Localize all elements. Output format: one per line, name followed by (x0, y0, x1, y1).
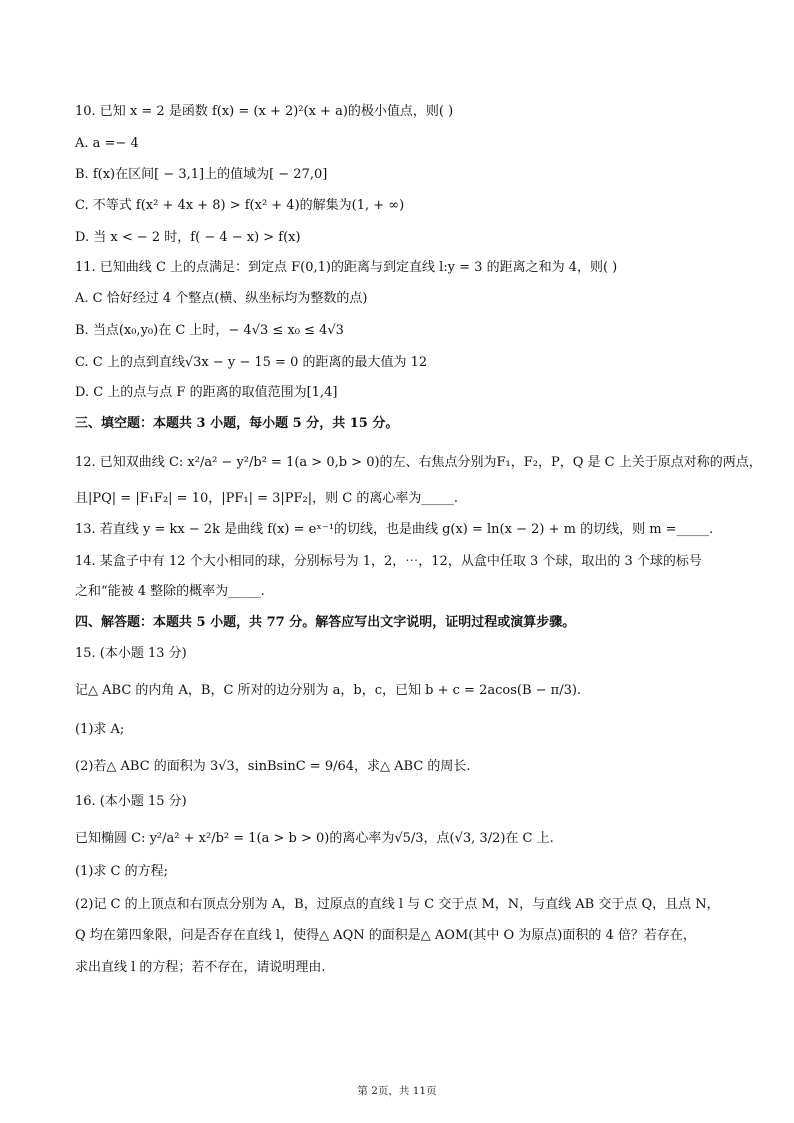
page-footer: 第 2页，共 11页 (357, 1085, 437, 1097)
q15-stem: 记△ ABC 的内角 A，B，C 所对的边分别为 a，b，c，已知 b + c = 2acos(B − π/3). (75, 683, 582, 698)
q16-part2-line2: Q 均在第四象限，问是否存在直线 l，使得△ AQN 的面积是△ AOM(其中 O 为原点)面积的 4 倍？若存在， (75, 928, 696, 943)
q12-line2: 且|PQ| = |F₁F₂| = 10，|PF₁| = 3|PF₂|，则 C 的离心率为_____. (75, 491, 458, 506)
q16-part2-line3: 求出直线 l 的方程；若不存在，请说明理由. (75, 960, 326, 975)
q15-header: 15. (本小题 13 分) (75, 646, 187, 661)
q16-header: 16. (本小题 15 分) (75, 794, 187, 809)
q13: 13. 若直线 y = kx − 2k 是曲线 f(x) = eˣ⁻¹的切线，也是曲线 g(x) = ln(x − 2) + m 的切线，则 m =_____. (75, 522, 714, 537)
q11-option-b: B. 当点(x₀,y₀)在 C 上时，− 4√3 ≤ x₀ ≤ 4√3 (75, 323, 344, 338)
q10-option-c: C. 不等式 f(x² + 4x + 8) > f(x² + 4)的解集为(1, + ∞) (75, 198, 405, 213)
q16-part2-line1: (2)记 C 的上顶点和右顶点分别为 A，B，过原点的直线 l 与 C 交于点 M，N，与直线 AB 交于点 Q，且点 N， (75, 897, 720, 912)
q14-line1: 14. 某盒子中有 12 个大小相同的球，分别标号为 1，2，⋯，12，从盒中任取 3 个球，取出的 3 个球的标号 (75, 554, 702, 569)
q10-option-d: D. 当 x < − 2 时，f( − 4 − x) > f(x) (75, 230, 301, 245)
q10-option-b: B. f(x)在区间[ − 3,1]上的值域为[ − 27,0] (75, 167, 328, 182)
q10-option-a: A. a =− 4 (75, 136, 139, 151)
q16-stem: 已知椭圆 C: y²/a² + x²/b² = 1(a > b > 0)的离心率为√5/3，点(√3, 3/2)在 C 上. (75, 831, 554, 846)
q16-part1: (1)求 C 的方程; (75, 864, 169, 879)
q11-stem: 11. 已知曲线 C 上的点满足：到定点 F(0,1)的距离与到定直线 l:y = 3 的距离之和为 4，则( ) (75, 260, 618, 275)
section-3-title: 三、填空题：本题共 3 小题，每小题 5 分，共 15 分。 (75, 416, 399, 431)
q12-line1: 12. 已知双曲线 C: x²/a² − y²/b² = 1(a > 0,b > 0)的左、右焦点分别为F₁，F₂，P，Q 是 C 上关于原点对称的两点， (75, 455, 762, 470)
q15-part2: (2)若△ ABC 的面积为 3√3，sinBsinC = 9/64，求△ ABC 的周长. (75, 759, 471, 774)
q14-line2: 之和“能被 4 整除的概率为_____. (75, 584, 265, 599)
q11-option-a: A. C 恰好经过 4 个整点(横、纵坐标均为整数的点) (75, 291, 368, 306)
q11-option-c: C. C 上的点到直线√3x − y − 15 = 0 的距离的最大值为 12 (75, 355, 428, 370)
q11-option-d: D. C 上的点与点 F 的距离的取值范围为[1,4] (75, 385, 338, 400)
section-4-title: 四、解答题：本题共 5 小题，共 77 分。解答应写出文字说明，证明过程或演算步骤。 (75, 615, 576, 630)
q10-stem: 10. 已知 x = 2 是函数 f(x) = (x + 2)²(x + a)的极小值点，则( ) (75, 104, 454, 119)
q15-part1: (1)求 A; (75, 722, 125, 737)
